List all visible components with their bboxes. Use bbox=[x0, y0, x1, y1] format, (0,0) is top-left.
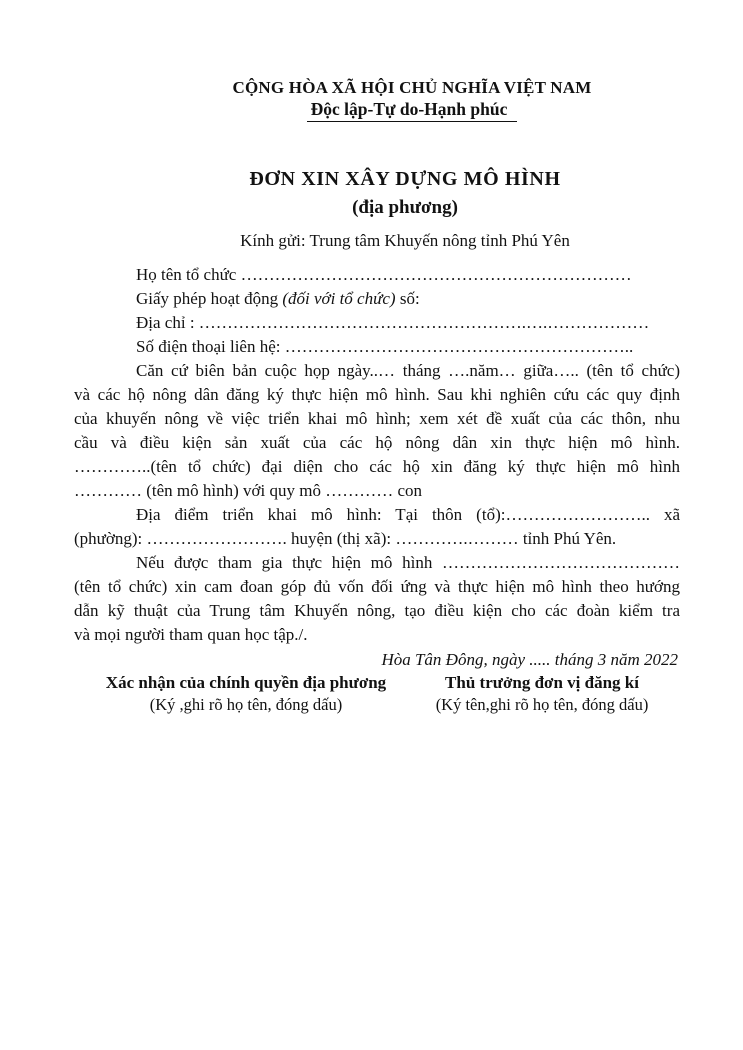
national-motto-underlined: Độc lập-Tự do-Hạnh phúc bbox=[307, 98, 518, 122]
signature-right-title: Thủ trưởng đơn vị đăng kí bbox=[445, 673, 639, 692]
date-place-line: Hòa Tân Đông, ngày ..... tháng 3 năm 2022 bbox=[381, 650, 678, 669]
field-text-segment: Giấy phép hoạt động bbox=[136, 289, 283, 308]
signature-left-column bbox=[74, 672, 418, 716]
field-text-segment: Họ tên tổ chức …………………………………………………………… bbox=[136, 265, 632, 284]
form-paragraphs bbox=[74, 359, 680, 647]
paragraph-line: …………..(tên tổ chức) đại diện cho các hộ xin đăng ký thực hiện mô hình bbox=[74, 457, 680, 476]
paragraph-line: Nếu được tham gia thực hiện mô hình …………………………………… bbox=[136, 553, 680, 572]
form-field-line bbox=[74, 263, 680, 287]
form-field-line bbox=[74, 335, 680, 359]
form-body bbox=[74, 263, 680, 647]
document-title: ĐƠN XIN XÂY DỰNG MÔ HÌNH bbox=[249, 168, 561, 190]
recipient-line: Kính gửi: Trung tâm Khuyến nông tỉnh Phú Yên bbox=[240, 231, 570, 250]
paragraph-line: (tên tổ chức) xin cam đoan góp đủ vốn đối ứng và thực hiện mô hình theo hướng bbox=[74, 577, 680, 596]
national-header-line1: CỘNG HÒA XÃ HỘI CHỦ NGHĨA VIỆT NAM bbox=[232, 78, 592, 97]
paragraph-line: dẫn kỹ thuật của Trung tâm Khuyến nông, tạo điều kiện cho các đoàn kiểm tra bbox=[74, 601, 680, 620]
paragraph-line: cầu và điều kiện sản xuất của các hộ nông dân xin thực hiện mô hình. bbox=[74, 433, 680, 452]
signature-block bbox=[74, 672, 680, 716]
paragraph-line: và mọi người tham quan học tập./. bbox=[74, 625, 308, 644]
field-italic-segment: (đối với tổ chức) bbox=[282, 289, 396, 308]
field-text-segment: Địa chỉ : ………………………………………………….….……………… bbox=[136, 313, 650, 332]
form-fields bbox=[74, 263, 680, 359]
signature-right-column bbox=[426, 672, 658, 716]
paragraph-line: (phường): ……………………. huyện (thị xã): ………….……… tỉnh Phú Yên. bbox=[74, 529, 617, 548]
field-text-segment: số: bbox=[395, 289, 420, 308]
paragraph-line: của khuyến nông về việc triển khai mô hình; xem xét đề xuất của các thôn, nhu bbox=[74, 409, 680, 428]
signature-left-note: (Ký ,ghi rõ họ tên, đóng dấu) bbox=[149, 695, 343, 714]
form-field-line bbox=[74, 287, 680, 311]
field-text-segment: Số điện thoại liên hệ: …………………………………………………….. bbox=[136, 337, 634, 356]
paragraph-line: Căn cứ biên bản cuộc họp ngày..… tháng ….năm… giữa….. (tên tổ chức) bbox=[136, 361, 680, 380]
signature-right-note: (Ký tên,ghi rõ họ tên, đóng dấu) bbox=[435, 695, 649, 714]
signature-left-title: Xác nhận của chính quyền địa phương bbox=[105, 673, 387, 692]
document-subtitle: (địa phương) bbox=[352, 197, 458, 218]
paragraph-line: Địa điểm triển khai mô hình: Tại thôn (tổ):…………………….. xã bbox=[136, 505, 680, 524]
paragraph-line: và các hộ nông dân đăng ký thực hiện mô hình. Sau khi nghiên cứu các quy định bbox=[74, 385, 680, 404]
form-field-line bbox=[74, 311, 680, 335]
national-header-line2 bbox=[74, 98, 680, 122]
paragraph-line: ………… (tên mô hình) với quy mô ………… con bbox=[74, 481, 423, 500]
